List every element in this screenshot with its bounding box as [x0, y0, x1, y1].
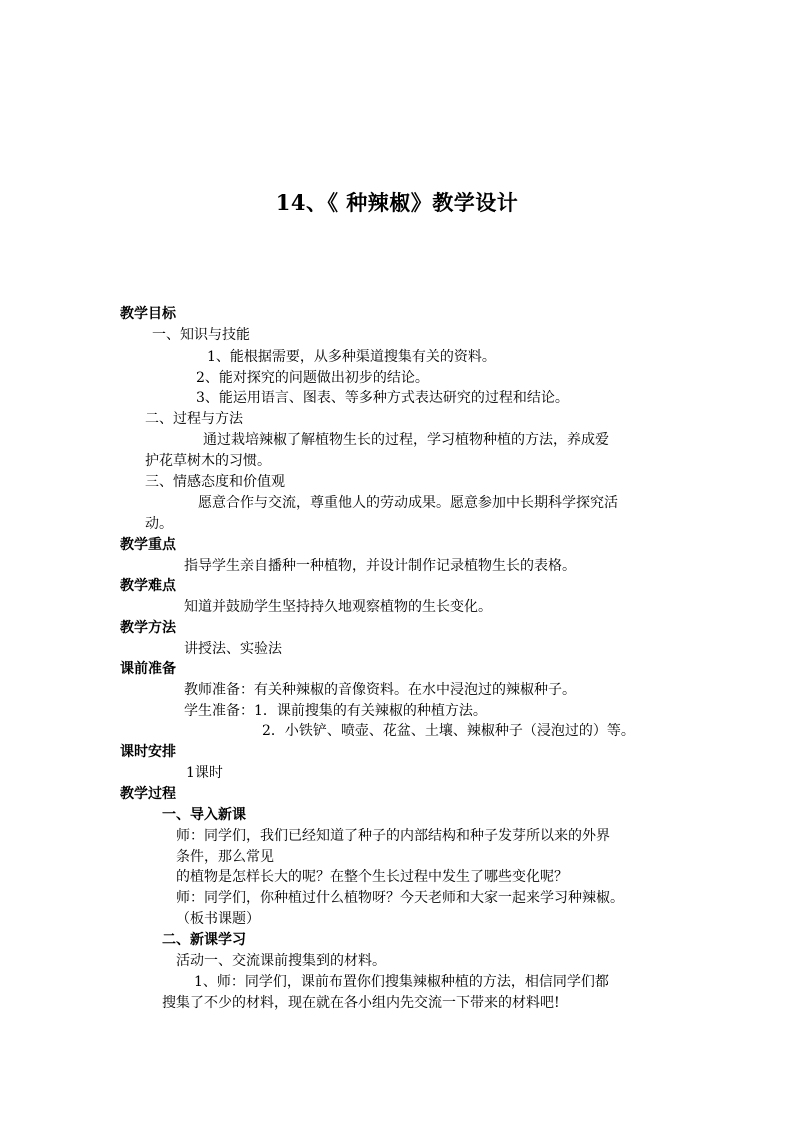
heading-objectives: 教学目标 [120, 306, 176, 322]
paragraph-line: （板书课题） [176, 911, 260, 927]
heading-difficulties: 教学难点 [120, 578, 176, 594]
paragraph-line: 师：同学们，你种植过什么植物呀？今天老师和大家一起来学习种辣椒。 [176, 890, 624, 906]
heading-key-points: 教学重点 [120, 537, 176, 553]
paragraph-line: 通过栽培辣椒了解植物生长的过程，学习植物种植的方法，养成爱 [203, 432, 609, 448]
objective-item: 2、能对探究的问题做出初步的结论。 [196, 370, 429, 386]
paragraph-line: 搜集了不少的材料，现在就在各小组内先交流一下带来的材料吧! [162, 995, 560, 1011]
paragraph-line: 活动一、交流课前搜集到的材料。 [176, 953, 386, 969]
objective-item: 1、能根据需要，从多种渠道搜集有关的资料。 [207, 349, 496, 365]
paragraph-line: 的植物是怎样长大的呢？在整个生长过程中发生了哪些变化呢？ [176, 869, 568, 885]
paragraph-line: 教师准备：有关种辣椒的音像资料。在水中浸泡过的辣椒种子。 [184, 682, 576, 698]
paragraph-line: 指导学生亲自播种一种植物，并设计制作记录植物生长的表格。 [184, 558, 576, 574]
heading-process: 教学过程 [120, 786, 176, 802]
paragraph-line: 护花草树木的习惯。 [145, 453, 271, 469]
objective-item: 3、能运用语言、图表、等多种方式表达研究的过程和结论。 [196, 390, 569, 406]
paragraph-line: 学生准备：1．课前搜集的有关辣椒的种植方法。 [184, 703, 487, 719]
paragraph-line: 愿意合作与交流，尊重他人的劳动成果。愿意参加中长期科学探究活 [198, 495, 618, 511]
heading-preparation: 课前准备 [120, 661, 176, 677]
subheading-introduction: 一、导入新课 [162, 807, 246, 823]
heading-methods: 教学方法 [120, 620, 176, 636]
subheading-attitude-values: 三、情感态度和价值观 [145, 474, 285, 490]
paragraph-line: 1课时 [186, 765, 223, 781]
paragraph-line: 讲授法、实验法 [184, 641, 282, 657]
heading-schedule: 课时安排 [120, 744, 176, 760]
paragraph-line: 知道并鼓励学生坚持持久地观察植物的生长变化。 [184, 599, 492, 615]
subheading-knowledge-skills: 一、知识与技能 [152, 327, 250, 343]
paragraph-line: 1、师：同学们，课前布置你们搜集辣椒种植的方法，相信同学们都 [194, 974, 609, 990]
paragraph-line: 师：同学们，我们已经知道了种子的内部结构和种子发芽所以来的外界 [176, 828, 610, 844]
paragraph-line: 2．小铁铲、喷壶、花盆、土壤、辣椒种子（浸泡过的）等。 [262, 723, 635, 739]
paragraph-line: 动。 [145, 516, 173, 532]
subheading-new-lesson: 二、新课学习 [162, 932, 246, 948]
subheading-process-method: 二、过程与方法 [145, 411, 243, 427]
document-title: 14、《 种辣椒》教学设计 [275, 190, 519, 215]
paragraph-line: 条件，那么常见 [176, 849, 274, 865]
